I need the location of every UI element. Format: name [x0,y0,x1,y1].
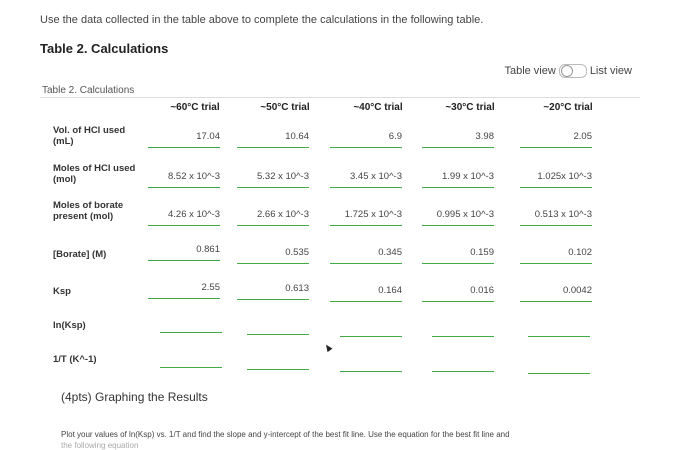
cell-ksp-40[interactable]: 0.164 [330,285,402,302]
cell-ksp-30[interactable]: 0.016 [422,285,494,302]
column-header-30: ~30°C trial [445,102,495,113]
view-toggle-switch[interactable] [559,64,587,78]
input-ln-ksp-40[interactable] [340,335,402,337]
cell-vol-30[interactable]: 3.98 [422,131,494,148]
cell-mol-borate-30[interactable]: 0.995 x 10^-3 [422,209,494,226]
toggle-knob [561,65,573,77]
cell-conc-20[interactable]: 0.102 [520,247,592,264]
cell-conc-40[interactable]: 0.345 [330,247,402,264]
cell-vol-20[interactable]: 2.05 [520,131,592,148]
table-heading: Table 2. Calculations [40,41,169,56]
cell-ksp-20[interactable]: 0.0042 [520,285,592,302]
table-caption: Table 2. Calculations [42,85,135,96]
input-ln-ksp-60[interactable] [160,331,222,333]
input-inverse-t-40[interactable] [340,370,402,372]
cell-mol-hcl-30[interactable]: 1.99 x 10^-3 [422,171,494,188]
column-header-40: ~40°C trial [353,102,403,113]
view-toggle[interactable] [504,64,632,78]
cell-vol-50[interactable]: 10.64 [237,131,309,148]
cell-mol-hcl-20[interactable]: 1.025x 10^-3 [520,171,592,188]
row-label-moles-borate: Moles of borate present (mol) [53,200,124,222]
input-inverse-t-20[interactable] [528,372,590,374]
input-ln-ksp-20[interactable] [528,335,590,337]
row-label-inverse-t: 1/T (K^-1) [53,354,97,365]
cell-mol-hcl-60[interactable]: 8.52 x 10^-3 [148,171,220,188]
cell-ksp-60[interactable]: 2.55 [148,282,220,299]
cell-conc-30[interactable]: 0.159 [422,247,494,264]
intro-text: Use the data collected in the table above to complete the calculations in the following table. [40,14,484,26]
input-inverse-t-30[interactable] [432,370,494,372]
cutoff-text: the following equation [61,441,139,450]
cell-conc-50[interactable]: 0.535 [237,247,309,264]
caption-divider [40,97,640,98]
cell-vol-60[interactable]: 17.04 [148,131,220,148]
cell-mol-hcl-50[interactable]: 5.32 x 10^-3 [237,171,309,188]
cell-mol-hcl-40[interactable]: 3.45 x 10^-3 [330,171,402,188]
list-view-label[interactable]: List view [589,65,632,77]
input-inverse-t-50[interactable] [247,368,309,370]
cell-ksp-50[interactable]: 0.613 [237,283,309,300]
row-label-moles-hcl: Moles of HCl used (mol) [53,163,136,185]
row-label-ln-ksp: ln(Ksp) [53,320,86,331]
cell-conc-60[interactable]: 0.861 [148,244,220,261]
cell-vol-40[interactable]: 6.9 [330,131,402,148]
instructions-text: Plot your values of ln(Ksp) vs. 1/T and find the slope and y-intercept of the best fit line. Use the equation for the best fit line and [61,430,510,439]
section-title: (4pts) Graphing the Results [61,390,208,404]
row-label-vol-hcl: Vol. of HCl used (mL) [53,125,126,147]
cell-mol-borate-40[interactable]: 1.725 x 10^-3 [330,209,402,226]
column-header-50: ~50°C trial [260,102,310,113]
input-ln-ksp-30[interactable] [432,335,494,337]
column-header-20: ~20°C trial [543,102,593,113]
column-header-60: ~60°C trial [170,102,220,113]
cell-mol-borate-60[interactable]: 4.26 x 10^-3 [148,209,220,226]
table-view-label[interactable]: Table view [504,65,556,77]
row-label-borate-conc: [Borate] (M) [53,249,107,260]
cell-mol-borate-50[interactable]: 2.66 x 10^-3 [237,209,309,226]
input-ln-ksp-50[interactable] [247,333,309,335]
cell-mol-borate-20[interactable]: 0.513 x 10^-3 [520,209,592,226]
row-label-ksp: Ksp [53,286,71,297]
mouse-cursor-icon [324,343,333,352]
input-inverse-t-60[interactable] [160,366,222,368]
